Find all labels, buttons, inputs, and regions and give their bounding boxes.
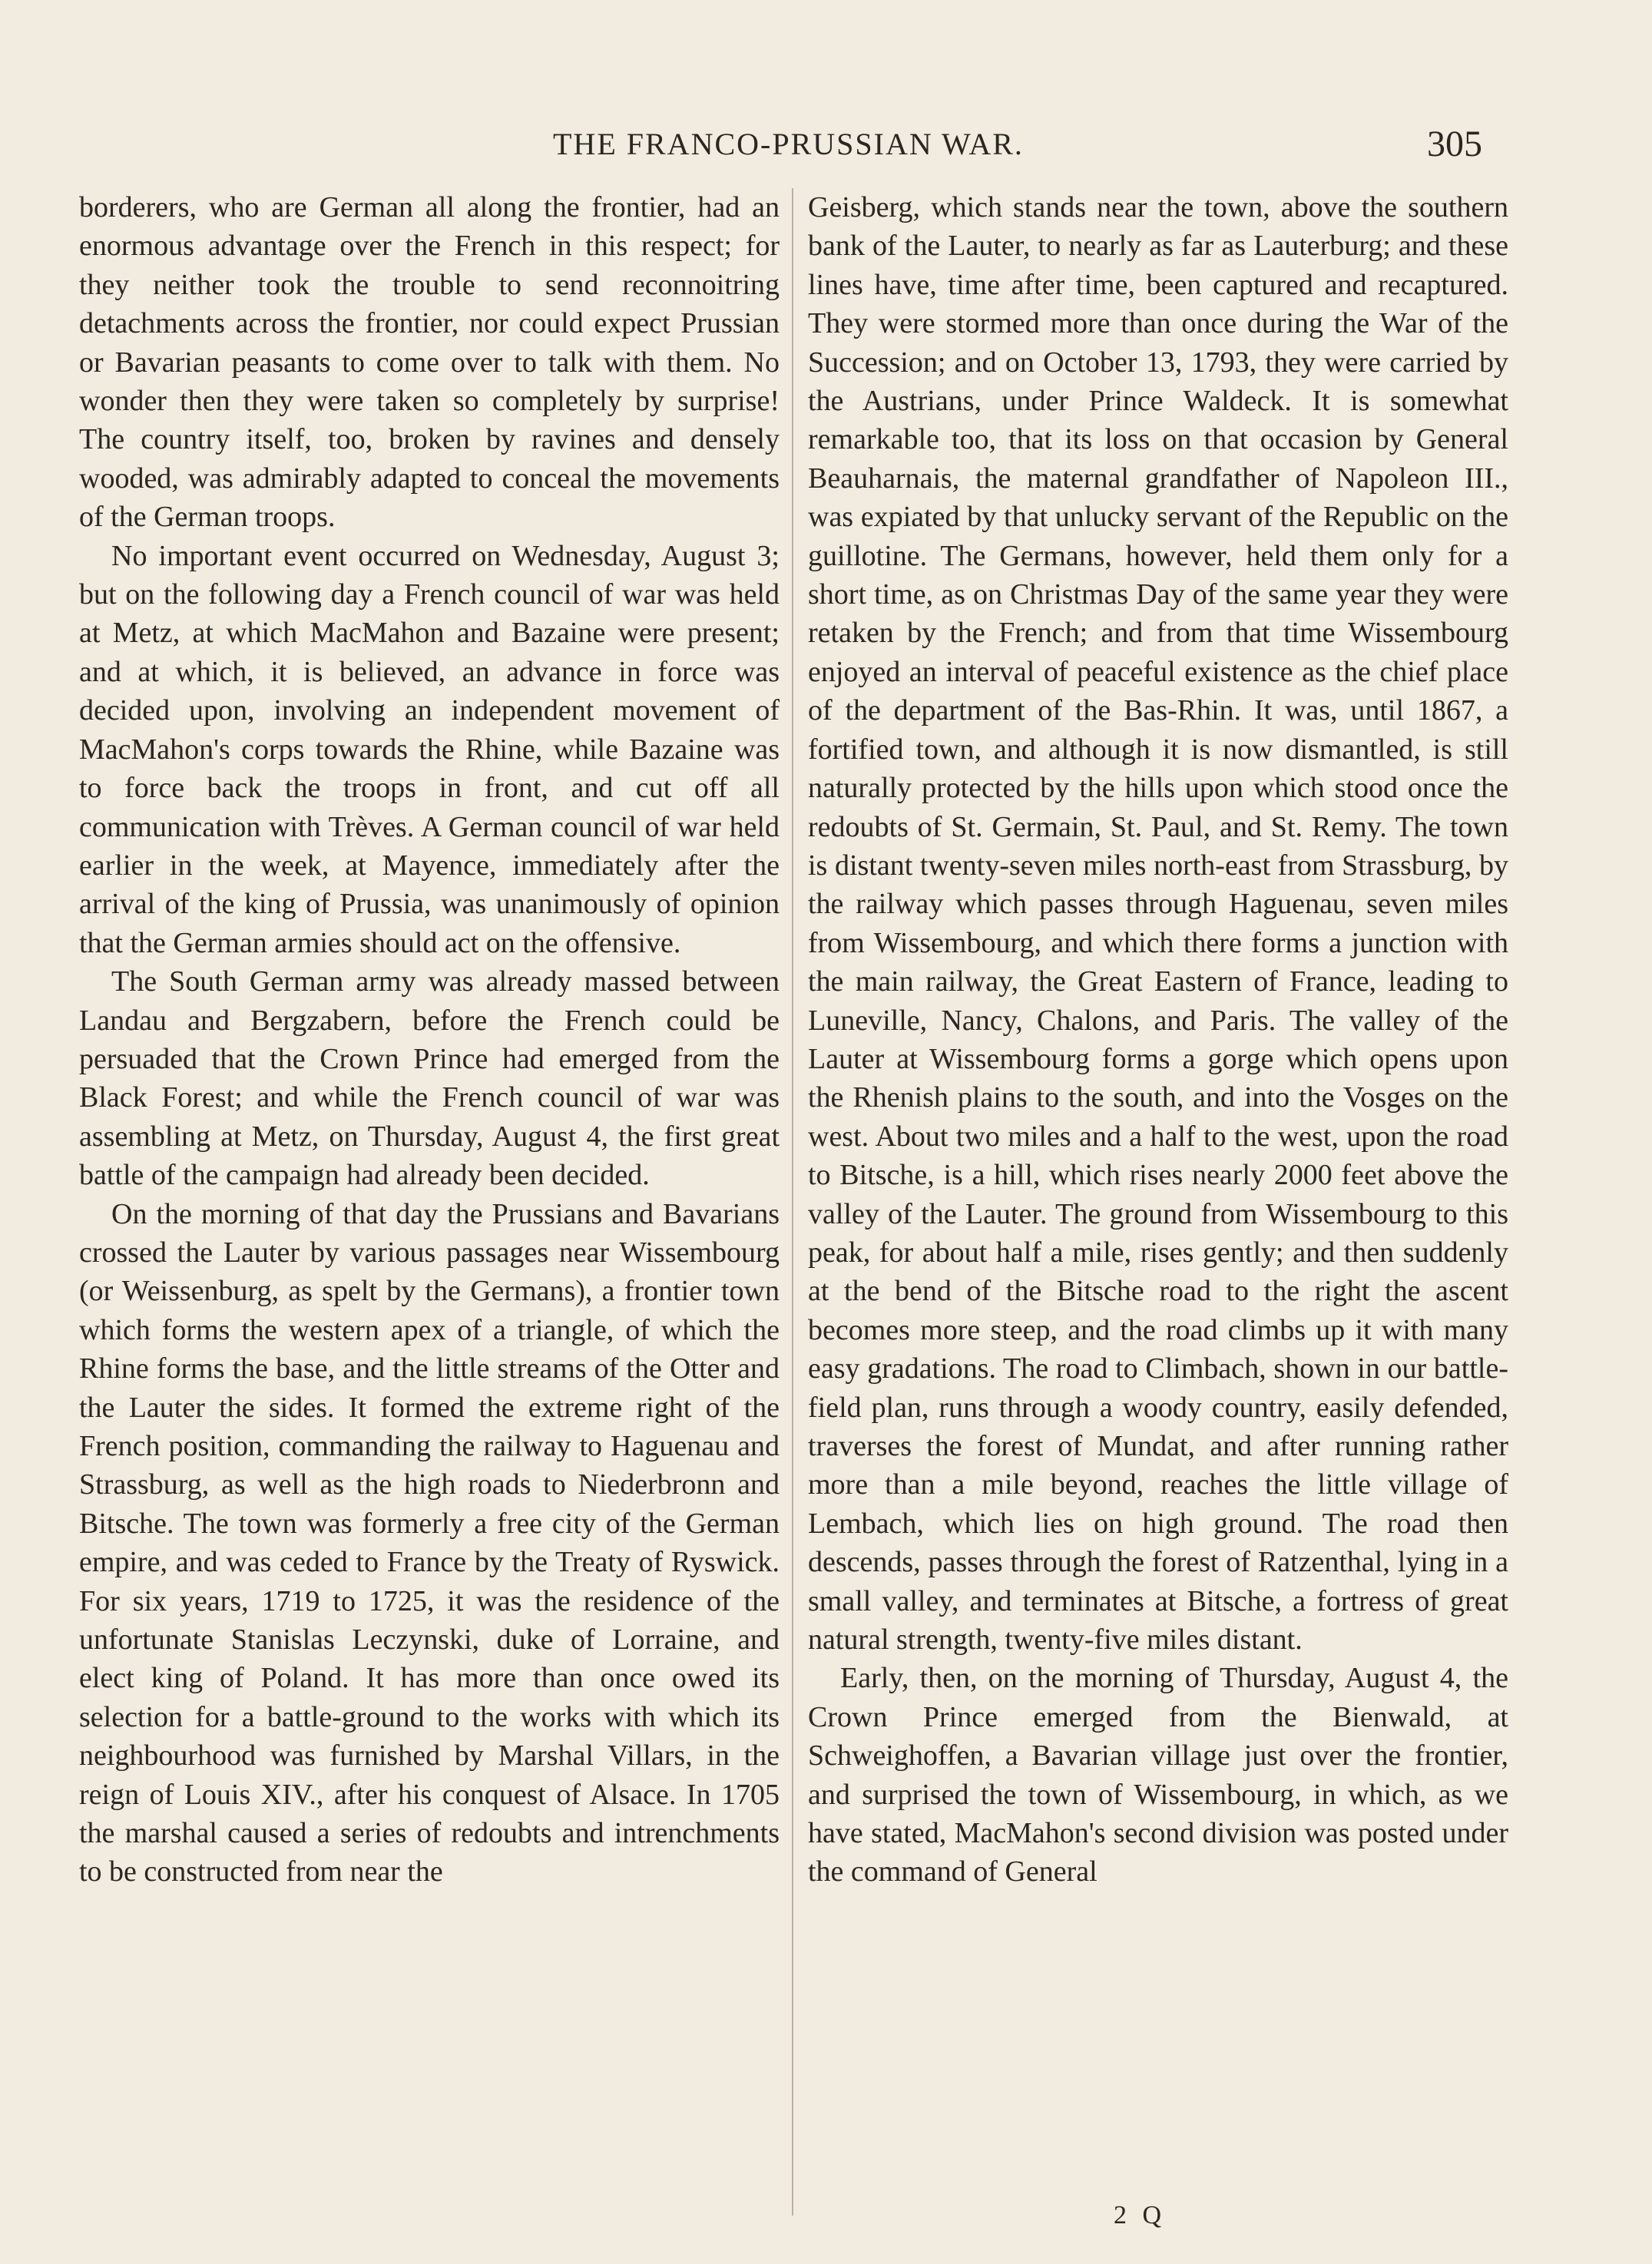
- running-head: [0, 123, 1652, 169]
- column-divider: [792, 188, 793, 2216]
- paragraph: The South German army was already massed between Landau and Bergzabern, before the French could be persuaded that the Crown Prince had emerged from the Black Forest; and while the French council of war was assembling at Metz, on Thursday, August 4, the first great battle of the campaign had already been decided.: [79, 965, 780, 1192]
- paragraph: borderers, who are German all along the frontier, had an enormous advantage over the French in this respect; for they neither took the trouble to send reconnoitring detachments across the frontier, nor could expect Prussian or Bavarian peasants to come over to talk with them. No wonder then they were taken so completely by surprise! The country itself, too, broken by ravines and densely wooded, was admirably adapted to conceal the movements of the German troops.: [79, 191, 780, 534]
- left-column: [79, 188, 780, 1892]
- paragraph: No important event occurred on Wednesday, August 3; but on the following day a French council of war was held at Metz, at which MacMahon and Bazaine were present; and at which, it is believed, an advance in force was decided upon, involving an independent movement of MacMahon's corps towards the Rhine, while Bazaine was to force back the troops in front, and cut off all communication with Trèves. A German council of war held earlier in the week, at Mayence, immediately after the arrival of the king of Prussia, was unanimously of opinion that the German armies should act on the offensive.: [79, 539, 780, 959]
- page-number: 305: [1427, 124, 1482, 164]
- paragraph: On the morning of that day the Prussians and Bavarians crossed the Lauter by various passages near Wissembourg (or Weissenburg, as spelt by the Germans), a frontier town which forms the western apex of a triangle, of which the Rhine forms the base, and the little streams of the Otter and the Lauter the sides. It formed the extreme right of the French position, commanding the railway to Haguenau and Strassburg, as well as the high roads to Niederbronn and Bitsche. The town was formerly a free city of the German empire, and was ceded to France by the Treaty of Ryswick. For six years, 1719 to 1725, it was the residence of the unfortunate Stanislas Leczynski, duke of Lorraine, and elect king of Poland. It has more than once owed its selection for a battle-ground to the works with which its neighbourhood was furnished by Marshal Villars, in the reign of Louis XIV., after his conquest of Alsace. In 1705 the marshal caused a series of redoubts and intrenchments to be constructed from near the: [79, 1197, 780, 1888]
- running-title: THE FRANCO-PRUSSIAN WAR.: [553, 127, 1024, 161]
- paragraph: Geisberg, which stands near the town, above the southern bank of the Lauter, to nearly as far as Lauterburg; and these lines have, time after time, been captured and recaptured. They were stormed more than once during the War of the Succession; and on October 13, 1793, they were carried by the Austrians, under Prince Waldeck. It is somewhat remarkable too, that its loss on that occasion by General Beauharnais, the maternal grandfather of Napoleon III., was expiated by that unlucky servant of the Republic on the guillotine. The Germans, however, held them only for a short time, as on Christmas Day of the same year they were retaken by the French; and from that time Wissembourg enjoyed an interval of peaceful existence as the chief place of the department of the Bas-Rhin. It was, until 1867, a fortified town, and although it is now dismantled, is still naturally protected by the hills upon which stood once the redoubts of St. Germain, St. Paul, and St. Remy. The town is distant twenty-seven miles north-east from Strassburg, by the railway which passes through Haguenau, seven miles from Wissembourg, and which there forms a junction with the main railway, the Great Eastern of France, leading to Luneville, Nancy, Chalons, and Paris. The valley of the Lauter at Wissembourg forms a gorge which opens upon the Rhenish plains to the south, and into the Vosges on the west. About two miles and a half to the west, upon the road to Bitsche, is a hill, which rises nearly 2000 feet above the valley of the Lauter. The ground from Wissembourg to this peak, for about half a mile, rises gently; and then suddenly at the bend of the Bitsche road to the right the ascent becomes more steep, and the road climbs up it with many easy gradations. The road to Climbach, shown in our battle-field plan, runs through a woody country, easily defended, traverses the forest of Mundat, and after running rather more than a mile beyond, reaches the little village of Lembach, which lies on high ground. The road then descends, passes through the forest of Ratzenthal, lying in a small valley, and terminates at Bitsche, a fortress of great natural strength, twenty-five miles distant.: [808, 191, 1508, 1657]
- signature-mark: 2 Q: [1114, 2201, 1167, 2229]
- paragraph: Early, then, on the morning of Thursday, August 4, the Crown Prince emerged from the Bienwald, at Schweighoffen, a Bavarian village just over the frontier, and surprised the town of Wissembourg, in which, as we have stated, MacMahon's second division was posted under the command of General: [808, 1662, 1508, 1888]
- right-column: [808, 188, 1508, 1892]
